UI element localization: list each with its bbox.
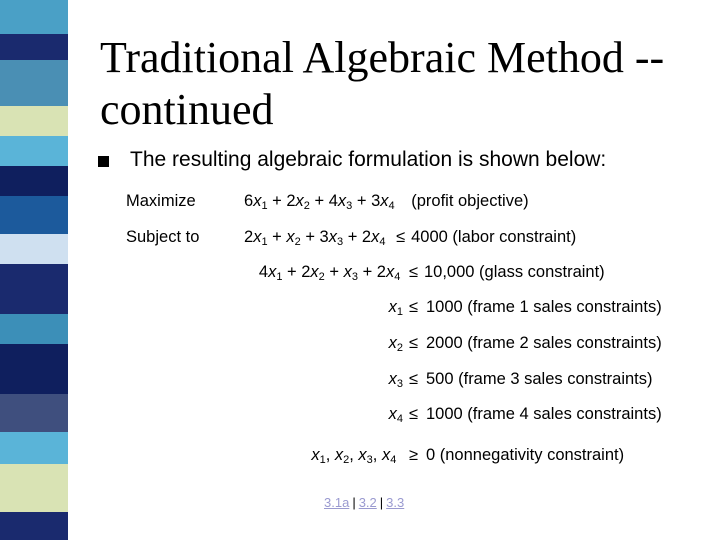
link-3-2[interactable]: 3.2 bbox=[358, 495, 377, 510]
frame1-constraint-rhs: 1000 (frame 1 sales constraints) bbox=[426, 298, 662, 316]
stripe-block bbox=[0, 0, 68, 34]
stripe-block bbox=[0, 394, 68, 432]
stripe-block bbox=[0, 314, 68, 344]
objective-note: (profit objective) bbox=[411, 192, 529, 210]
stripe-block bbox=[0, 166, 68, 196]
labor-constraint: $2x_1 + x_2 + 3x_3 + 2x_4 \le 4000$ (labor constraint) bbox=[244, 228, 577, 248]
stripe-block bbox=[0, 60, 68, 106]
stripe-block bbox=[0, 464, 68, 512]
stripe-block bbox=[0, 136, 68, 166]
stripe-block bbox=[0, 196, 68, 234]
objective-expression: $6x_1 + 2x_2 + 4x_3 + 3x_4$ (profit objective) bbox=[244, 192, 529, 212]
bullet-square-icon bbox=[98, 156, 109, 167]
glass-constraint-rhs: 10,000 (glass constraint) bbox=[424, 263, 605, 281]
nonneg-constraint-rhs: 0 (nonnegativity constraint) bbox=[426, 446, 625, 464]
decorative-stripe bbox=[0, 0, 68, 540]
bullet-text: The resulting algebraic formulation is shown below: bbox=[130, 148, 607, 171]
stripe-block bbox=[0, 106, 68, 136]
frame2-constraint-rhs: 2000 (frame 2 sales constraints) bbox=[426, 334, 662, 352]
subject-to-label: Subject to bbox=[126, 228, 200, 246]
stripe-block bbox=[0, 264, 68, 314]
frame2-constraint-lhs: $x_2$ ≤ bbox=[388, 334, 418, 354]
link-3-3[interactable]: 3.3 bbox=[386, 495, 405, 510]
link-3-1a[interactable]: 3.1a bbox=[324, 495, 350, 510]
frame3-constraint-lhs: $x_3$ ≤ bbox=[388, 370, 418, 390]
glass-constraint-lhs: $4x_1 + 2x_2 + x_3 + 2x_4$ ≤ bbox=[258, 263, 418, 283]
maximize-label: Maximize bbox=[126, 192, 196, 210]
stripe-block bbox=[0, 344, 68, 394]
slide-links bbox=[324, 494, 404, 512]
slide-title: Traditional Algebraic Method -- continued bbox=[100, 33, 665, 134]
frame3-constraint-rhs: 500 (frame 3 sales constraints) bbox=[426, 370, 653, 388]
stripe-block bbox=[0, 512, 68, 540]
link-separator: | bbox=[352, 495, 356, 510]
stripe-block bbox=[0, 234, 68, 264]
link-separator: | bbox=[379, 495, 384, 510]
frame1-constraint-lhs: $x_1$ ≤ bbox=[388, 298, 418, 318]
nonneg-constraint-lhs: $x_1$, $x_2$, $x_3$, $x_4$ ≥ bbox=[311, 446, 418, 466]
frame4-constraint-lhs: $x_4$ ≤ bbox=[388, 405, 418, 425]
frame4-constraint-rhs: 1000 (frame 4 sales constraints) bbox=[426, 405, 662, 423]
stripe-block bbox=[0, 34, 68, 60]
stripe-block bbox=[0, 432, 68, 464]
